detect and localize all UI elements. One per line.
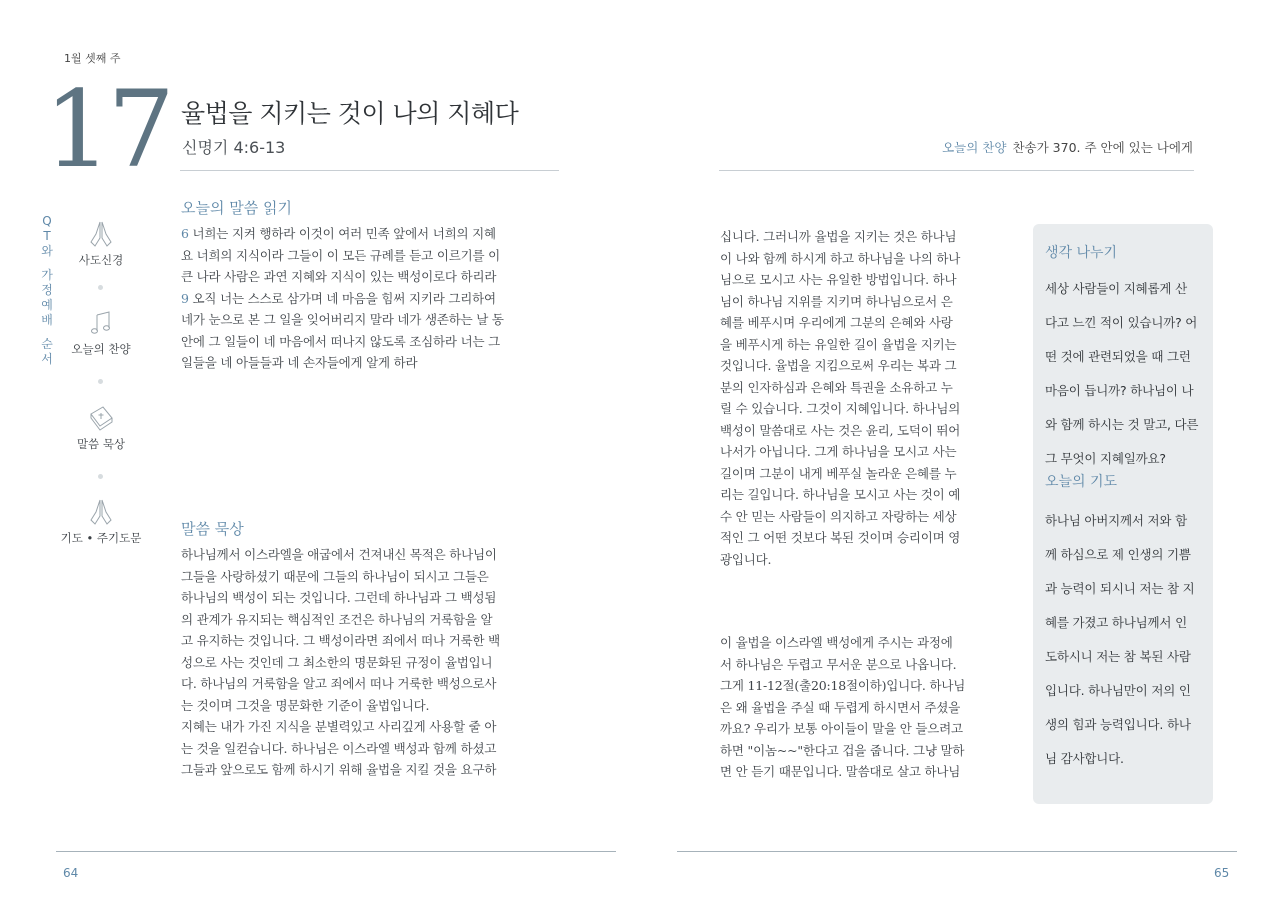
right-page-number: 65 [1214,866,1230,880]
praying-hands-icon [87,498,115,526]
prayer-line: 님 감사합니다. [1045,750,1124,766]
meditation-text [181,544,563,781]
continued-line: 까요? 우리가 보통 아이들이 말을 안 들으려고 [720,721,963,736]
nav-today-hymn [60,309,142,357]
reading-heading: 오늘의 말씀 읽기 [181,199,292,217]
verse-line: 요 너희의 지식이라 그들이 이 모든 규례를 듣고 이르기를 이 [181,247,500,263]
qt-char [39,259,55,268]
share-line: 다고 느낀 적이 있습니까? 어 [1045,314,1198,330]
reading-text [181,223,563,374]
continued-line: 것입니다. 율법을 지킴으로써 우리는 복과 그 [720,358,957,373]
share-line: 떤 것에 관련되었을 때 그런 [1045,348,1191,364]
nav-label: 사도신경 [78,253,124,267]
meditation-line: 는 것을 일컫습니다. 하나님은 이스라엘 백성과 함께 하셨고 [181,740,497,756]
continued-line: 을 베푸시게 하는 유일한 길이 율법을 지키는 [720,336,957,352]
day-number: 17 [44,68,171,191]
nav-dot [98,474,103,479]
prayer-line: 하나님 아버지께서 저와 함 [1045,512,1187,528]
nav-label: 기도 • 주기도문 [60,531,142,545]
qt-char: 서 [41,352,53,366]
qt-char: T [43,229,51,243]
nav-prayer-lords-prayer [60,498,142,546]
continued-line: 이 율법을 이스라엘 백성에게 주시는 과정에 [720,635,953,650]
prayer-line: 과 능력이 되시니 저는 참 지 [1045,580,1195,596]
praying-hands-icon [87,220,115,248]
meditation-continued-text-2 [720,632,1016,783]
prayer-line: 혜를 가졌고 하나님께서 인 [1045,614,1187,630]
continued-line: 적인 그 어떤 것보다 복된 것이며 승리이며 영 [720,530,961,545]
continued-line: 이 나와 함께 하시게 하고 하나님을 나의 하나 [720,250,961,266]
prayer-line: 생의 힘과 능력입니다. 하나 [1045,716,1191,732]
continued-line: 리는 길입니다. 하나님을 모시고 사는 것이 예 [720,487,961,502]
continued-line: 백성이 말씀대로 사는 것은 윤리, 도덕이 뛰어 [720,422,961,438]
right-footer-rule [677,851,1237,852]
nav-apostles-creed [60,220,142,268]
meditation-line: 지혜는 내가 가진 지식을 분별력있고 사리깊게 사용할 줄 아 [181,719,497,734]
continued-line: 님으로 모시고 사는 유일한 방법입니다. 하나 [720,272,957,287]
meditation-line: 성으로 사는 것인데 그 최소한의 명문화된 규정이 율법입니 [181,654,493,670]
share-line: 마음이 듭니까? 하나님이 나 [1045,382,1194,398]
prayer-line: 께 하심으로 제 인생의 기쁨 [1045,546,1191,562]
continued-line: 나서가 아닙니다. 그게 하나님을 모시고 사는 [720,444,957,459]
share-line: 그 무엇이 지혜일까요? [1045,450,1166,466]
continued-line: 수 안 믿는 사람들이 의지하고 자랑하는 세상 [720,508,957,524]
nav-label: 오늘의 찬양 [71,342,131,356]
page-title: 율법을 지키는 것이 나의 지혜다 [181,99,519,128]
meditation-line: 하나님께서 이스라엘을 애굽에서 건져내신 목적은 하나님이 [181,547,497,562]
hymn-title: 찬송가 370. 주 안에 있는 나에게 [1012,140,1193,155]
week-label: 1월 셋째 주 [64,52,121,65]
meditation-heading: 말씀 묵상 [181,520,244,538]
nav-word-meditation [60,404,142,452]
share-heading: 생각 나누기 [1045,245,1118,261]
verse-line: 6 너희는 지켜 행하라 이것이 여러 민족 앞에서 너희의 지혜 [181,226,496,241]
verse-number: 9 [181,290,189,306]
continued-line: 광입니다. [720,551,772,567]
continued-line: 분의 인자하심과 은혜와 특권을 소유하고 누 [720,379,953,395]
verse-line: 네가 눈으로 본 그 일을 잊어버리지 말라 네가 생존하는 날 동 [181,312,504,327]
left-page-number: 64 [63,866,79,880]
meditation-line: 의 관계가 유지되는 핵심적인 조건은 하나님의 거룩함을 알 [181,611,493,627]
continued-line: 혜를 베푸시며 우리에게 그분의 은혜와 사랑 [720,315,953,330]
prayer-line: 도하시니 저는 참 복된 사람 [1045,648,1191,664]
qt-char: 순 [41,337,53,351]
share-line: 세상 사람들이 지혜롭게 산 [1045,280,1187,296]
continued-line: 서 하나님은 두렵고 무서운 분으로 나옵니다. [720,656,957,672]
meditation-continued-text [720,226,1016,570]
meditation-line: 그들과 앞으로도 함께 하시기 위해 율법을 지킬 것을 요구하 [181,762,497,777]
qt-char: 예 [41,298,53,312]
continued-line: 은 왜 율법을 주실 때 두렵게 하시면서 주셨을 [720,699,961,715]
meditation-line: 다. 하나님의 거룩함을 알고 죄에서 떠나 거룩한 백성으로사 [181,676,497,691]
qt-char: 정 [41,283,53,297]
nav-label: 말씀 묵상 [76,437,126,451]
continued-line: 님이 하나님 지위를 지키며 하나님으로서 은 [720,293,953,309]
meditation-line: 는 것이며 그것을 명문화한 기준이 율법입니다. [181,697,430,713]
verse-line: 일들을 네 아들들과 네 손자들에게 알게 하라 [181,355,418,370]
title-divider [180,170,559,171]
continued-line: 길이며 그분이 내게 베푸실 놀라운 은혜를 누 [720,465,957,481]
scripture-reference: 신명기 4:6-13 [182,138,286,157]
nav-dot [98,379,103,384]
qt-family-worship-order-label [39,214,55,367]
share-text [1045,265,1210,482]
prayer-text [1045,497,1210,782]
continued-line: 릴 수 있습니다. 그것이 지혜입니다. 하나님의 [720,401,961,416]
prayer-line: 입니다. 하나님만이 저의 인 [1045,682,1191,698]
meditation-line: 그들을 사랑하셨기 때문에 그들의 하나님이 되시고 그들은 [181,568,489,584]
verse-line: 안에 그 일들이 네 마음에서 떠나지 않도록 조심하라 너는 그 [181,333,500,349]
qt-char: 가 [41,268,53,282]
qt-char: 와 [41,244,53,258]
verse-number: 6 [181,226,189,241]
share-line: 와 함께 하시는 것 말고, 다른 [1045,416,1199,432]
music-note-icon [87,309,115,337]
qt-char: 배 [41,313,53,327]
hymn-label: 오늘의 찬양 [942,140,1007,155]
right-header-divider [719,170,1194,171]
today-hymn [942,138,1193,156]
continued-line: 그게 11-12절(출20:18절이하)입니다. 하나님 [720,678,966,693]
continued-line: 하면 "이놈~~"한다고 겁을 줍니다. 그냥 말하 [720,742,965,758]
verse-line: 큰 나라 사람은 과연 지혜와 지식이 있는 백성이로다 하리라 [181,269,497,284]
continued-line: 면 안 듣기 때문입니다. 말씀대로 살고 하나님 [720,764,961,779]
prayer-heading: 오늘의 기도 [1045,474,1118,490]
nav-dot [98,285,103,290]
bible-icon [86,404,116,432]
continued-line: 십니다. 그러니까 율법을 지키는 것은 하나님 [720,229,957,244]
verse-line: 9 오직 너는 스스로 삼가며 네 마음을 힘써 지키라 그리하여 [181,290,496,306]
qt-char [39,328,55,337]
meditation-line: 고 유지하는 것입니다. 그 백성이라면 죄에서 떠나 거룩한 백 [181,633,500,648]
left-footer-rule [56,851,616,852]
qt-char: Q [42,214,52,228]
meditation-line: 하나님의 백성이 되는 것입니다. 그런데 하나님과 그 백성됨 [181,590,497,605]
